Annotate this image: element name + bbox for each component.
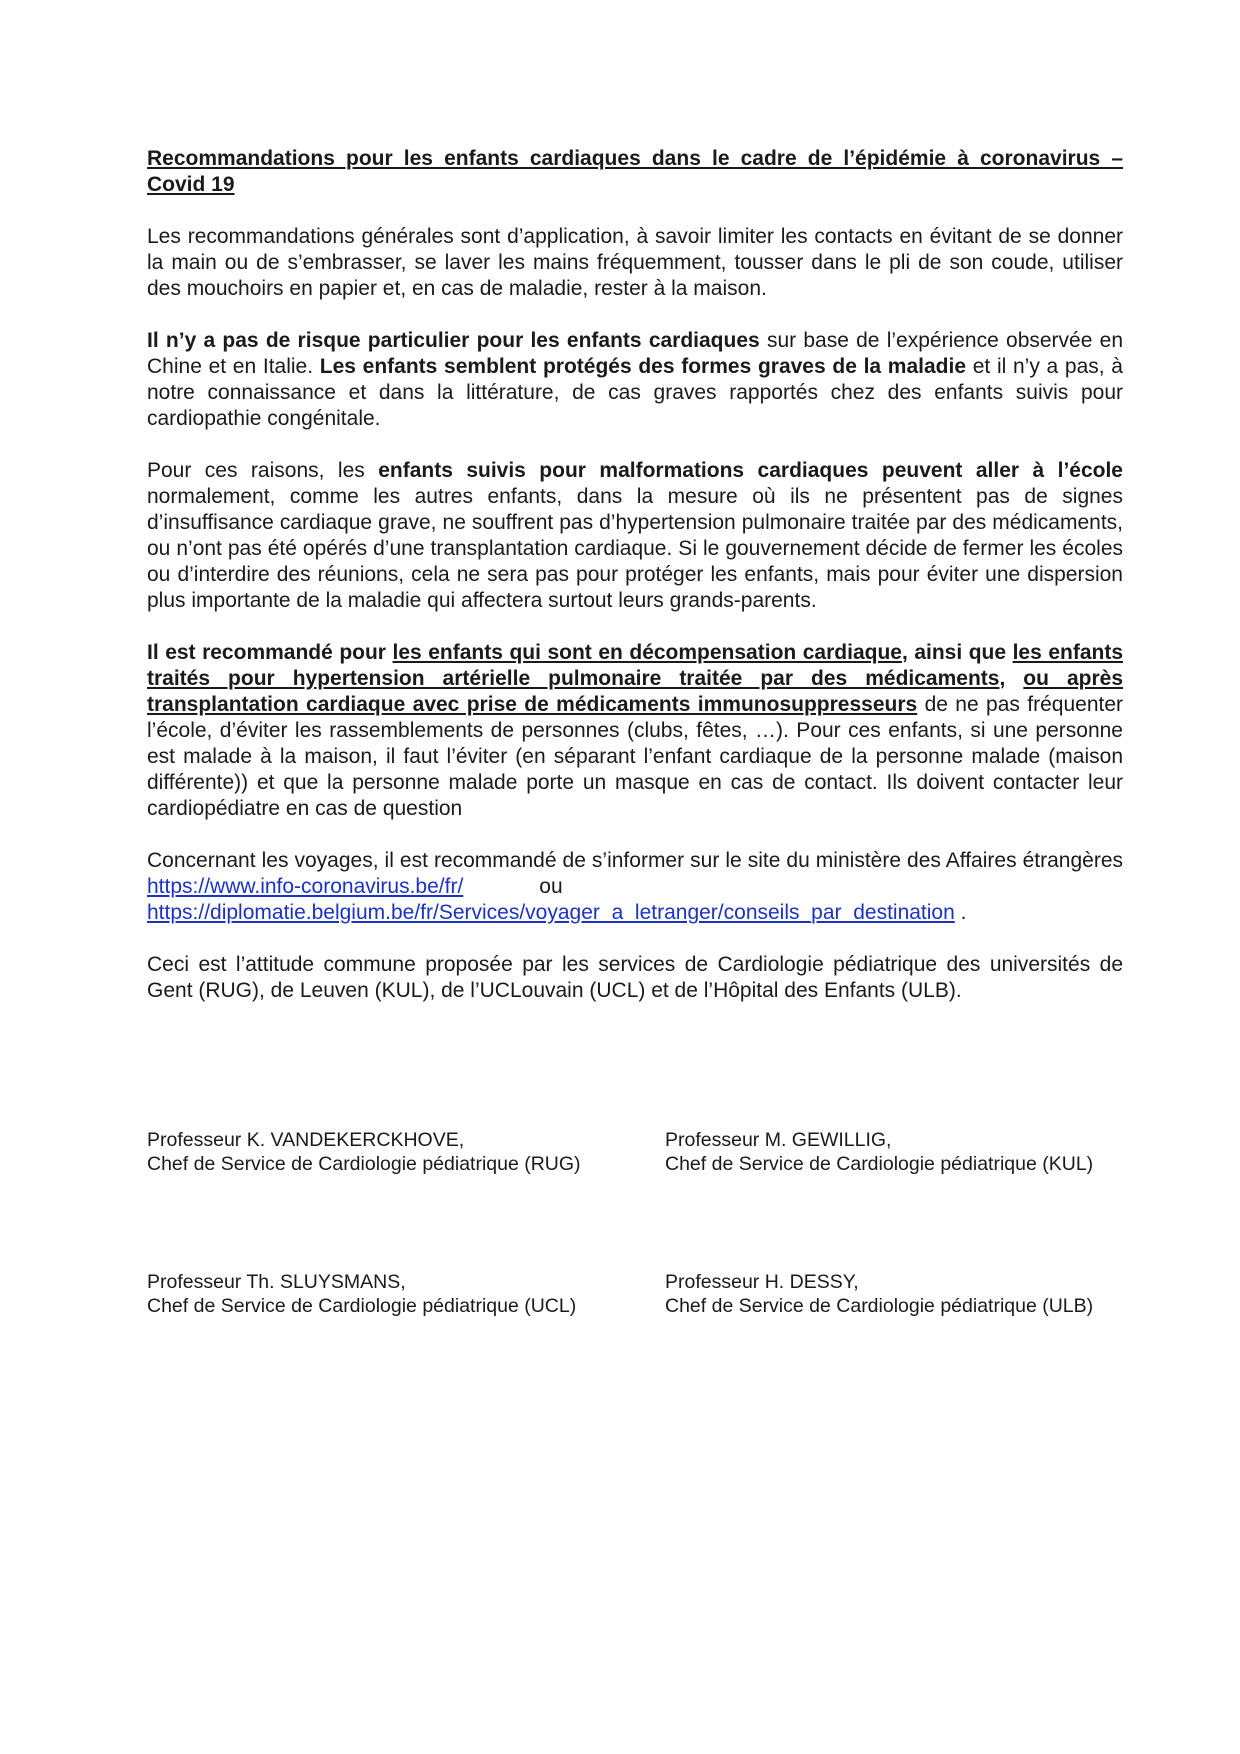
text-period: .: [954, 901, 967, 924]
text-school-conditions: normalement, comme les autres enfants, dans la mesure où ils ne présentent pas de signes d’insuffisance cardiaque grave, ne souffrent pas d’hypertension pulmonaire traitée par des médicaments, ou n’ont pas été opérés d’une transplantation cardiaque. Si le gouvernement décide de fermer les écoles ou d’interdire des réunions, cela ne sera pas pour protéger les enfants, mais pour éviter une dispersion plus importante de la maladie qui affectera surtout leurs grands-parents.: [147, 485, 1123, 612]
paragraph-travel: [147, 848, 1123, 926]
text-no-severe-cases: et il n’y a pas, à notre connaissance et dans la littérature, de cas graves rapportés chez des enfants suivis pour cardiopathie congénitale.: [147, 355, 1123, 430]
signature-name: Professeur H. DESSY,: [665, 1271, 859, 1293]
underlined-decompensation: les enfants qui sont en décompensation cardiaque: [392, 641, 902, 664]
signature-name: Professeur Th. SLUYSMANS,: [147, 1271, 406, 1293]
text-avoid-school: de ne pas fréquenter l’école, d’éviter les rassemblements de personnes (clubs, fêtes, …). Pour ces enfants, si une personne est malade à la maison, il faut l’éviter (en séparant l’enfant cardiaque de la personne malade (maison différente)) et que la personne malade porte un masque en cas de contact. Ils doivent contacter leur cardiopédiatre en cas de question: [147, 693, 1123, 820]
bold-comma: ,: [999, 667, 1024, 690]
underlined-pulmonary-hypertension: les enfants traités pour hypertension artérielle pulmonaire traitée par des médicaments: [147, 641, 1123, 690]
document-body: [147, 146, 1123, 1004]
signature-role: Chef de Service de Cardiologie pédiatrique (RUG): [147, 1153, 581, 1175]
paragraph-general-recommendations: Les recommandations générales sont d’application, à savoir limiter les contacts en évitant de se donner la main ou de s’embrasser, se laver les mains fréquemment, tousser dans le pli de son coude, utiliser des mouchoirs en papier et, en cas de maladie, rester à la maison.: [147, 225, 1123, 300]
signature-name: Professeur K. VANDEKERCKHOVE,: [147, 1129, 465, 1151]
text-experience: sur base de l’expérience observée en Chine et en Italie.: [147, 329, 1123, 378]
signature-role: Chef de Service de Cardiologie pédiatrique (KUL): [665, 1153, 1094, 1175]
text-or: ou: [539, 875, 563, 898]
bold-no-risk: Il n’y a pas de risque particulier pour les enfants cardiaques: [147, 329, 760, 352]
signature-role: Chef de Service de Cardiologie pédiatrique (ULB): [665, 1295, 1094, 1317]
document-title: Recommandations pour les enfants cardiaques dans le cadre de l’épidémie à coronavirus – Covid 19: [147, 147, 1123, 196]
bold-recommended-for: Il est recommandé pour: [147, 641, 393, 664]
bold-as-well-as: , ainsi que: [901, 641, 1013, 664]
text-travel-intro: Concernant les voyages, il est recommandé de s’informer sur le site du ministère des Affaires étrangères: [147, 849, 1123, 872]
signature-kul: [665, 1128, 1093, 1176]
link-info-coronavirus[interactable]: https://www.info-coronavirus.be/fr/: [147, 875, 464, 898]
signature-ulb: [665, 1270, 1093, 1318]
signature-role: Chef de Service de Cardiologie pédiatrique (UCL): [147, 1295, 577, 1317]
signature-rug: [147, 1128, 581, 1176]
paragraph-school-attendance: [147, 458, 1123, 614]
paragraph-high-risk-recommendations: [147, 640, 1123, 822]
text-for-these-reasons: Pour ces raisons, les: [147, 459, 379, 482]
paragraph-no-particular-risk: [147, 328, 1123, 432]
underlined-transplant: ou après transplantation cardiaque avec prise de médicaments immunosuppresseurs: [147, 667, 1123, 716]
link-diplomatie-belgium[interactable]: https://diplomatie.belgium.be/fr/Services/voyager_a_letranger/conseils_par_destination: [147, 901, 955, 924]
bold-children-protected: Les enfants semblent protégés des formes graves de la maladie: [319, 355, 967, 378]
bold-can-go-to-school: enfants suivis pour malformations cardiaques peuvent aller à l’école: [378, 459, 1123, 482]
paragraph-common-attitude: Ceci est l’attitude commune proposée par les services de Cardiologie pédiatrique des universités de Gent (RUG), de Leuven (KUL), de l’UCLouvain (UCL) et de l’Hôpital des Enfants (ULB).: [147, 953, 1123, 1002]
signature-ucl: [147, 1270, 576, 1318]
signature-name: Professeur M. GEWILLIG,: [665, 1129, 892, 1151]
